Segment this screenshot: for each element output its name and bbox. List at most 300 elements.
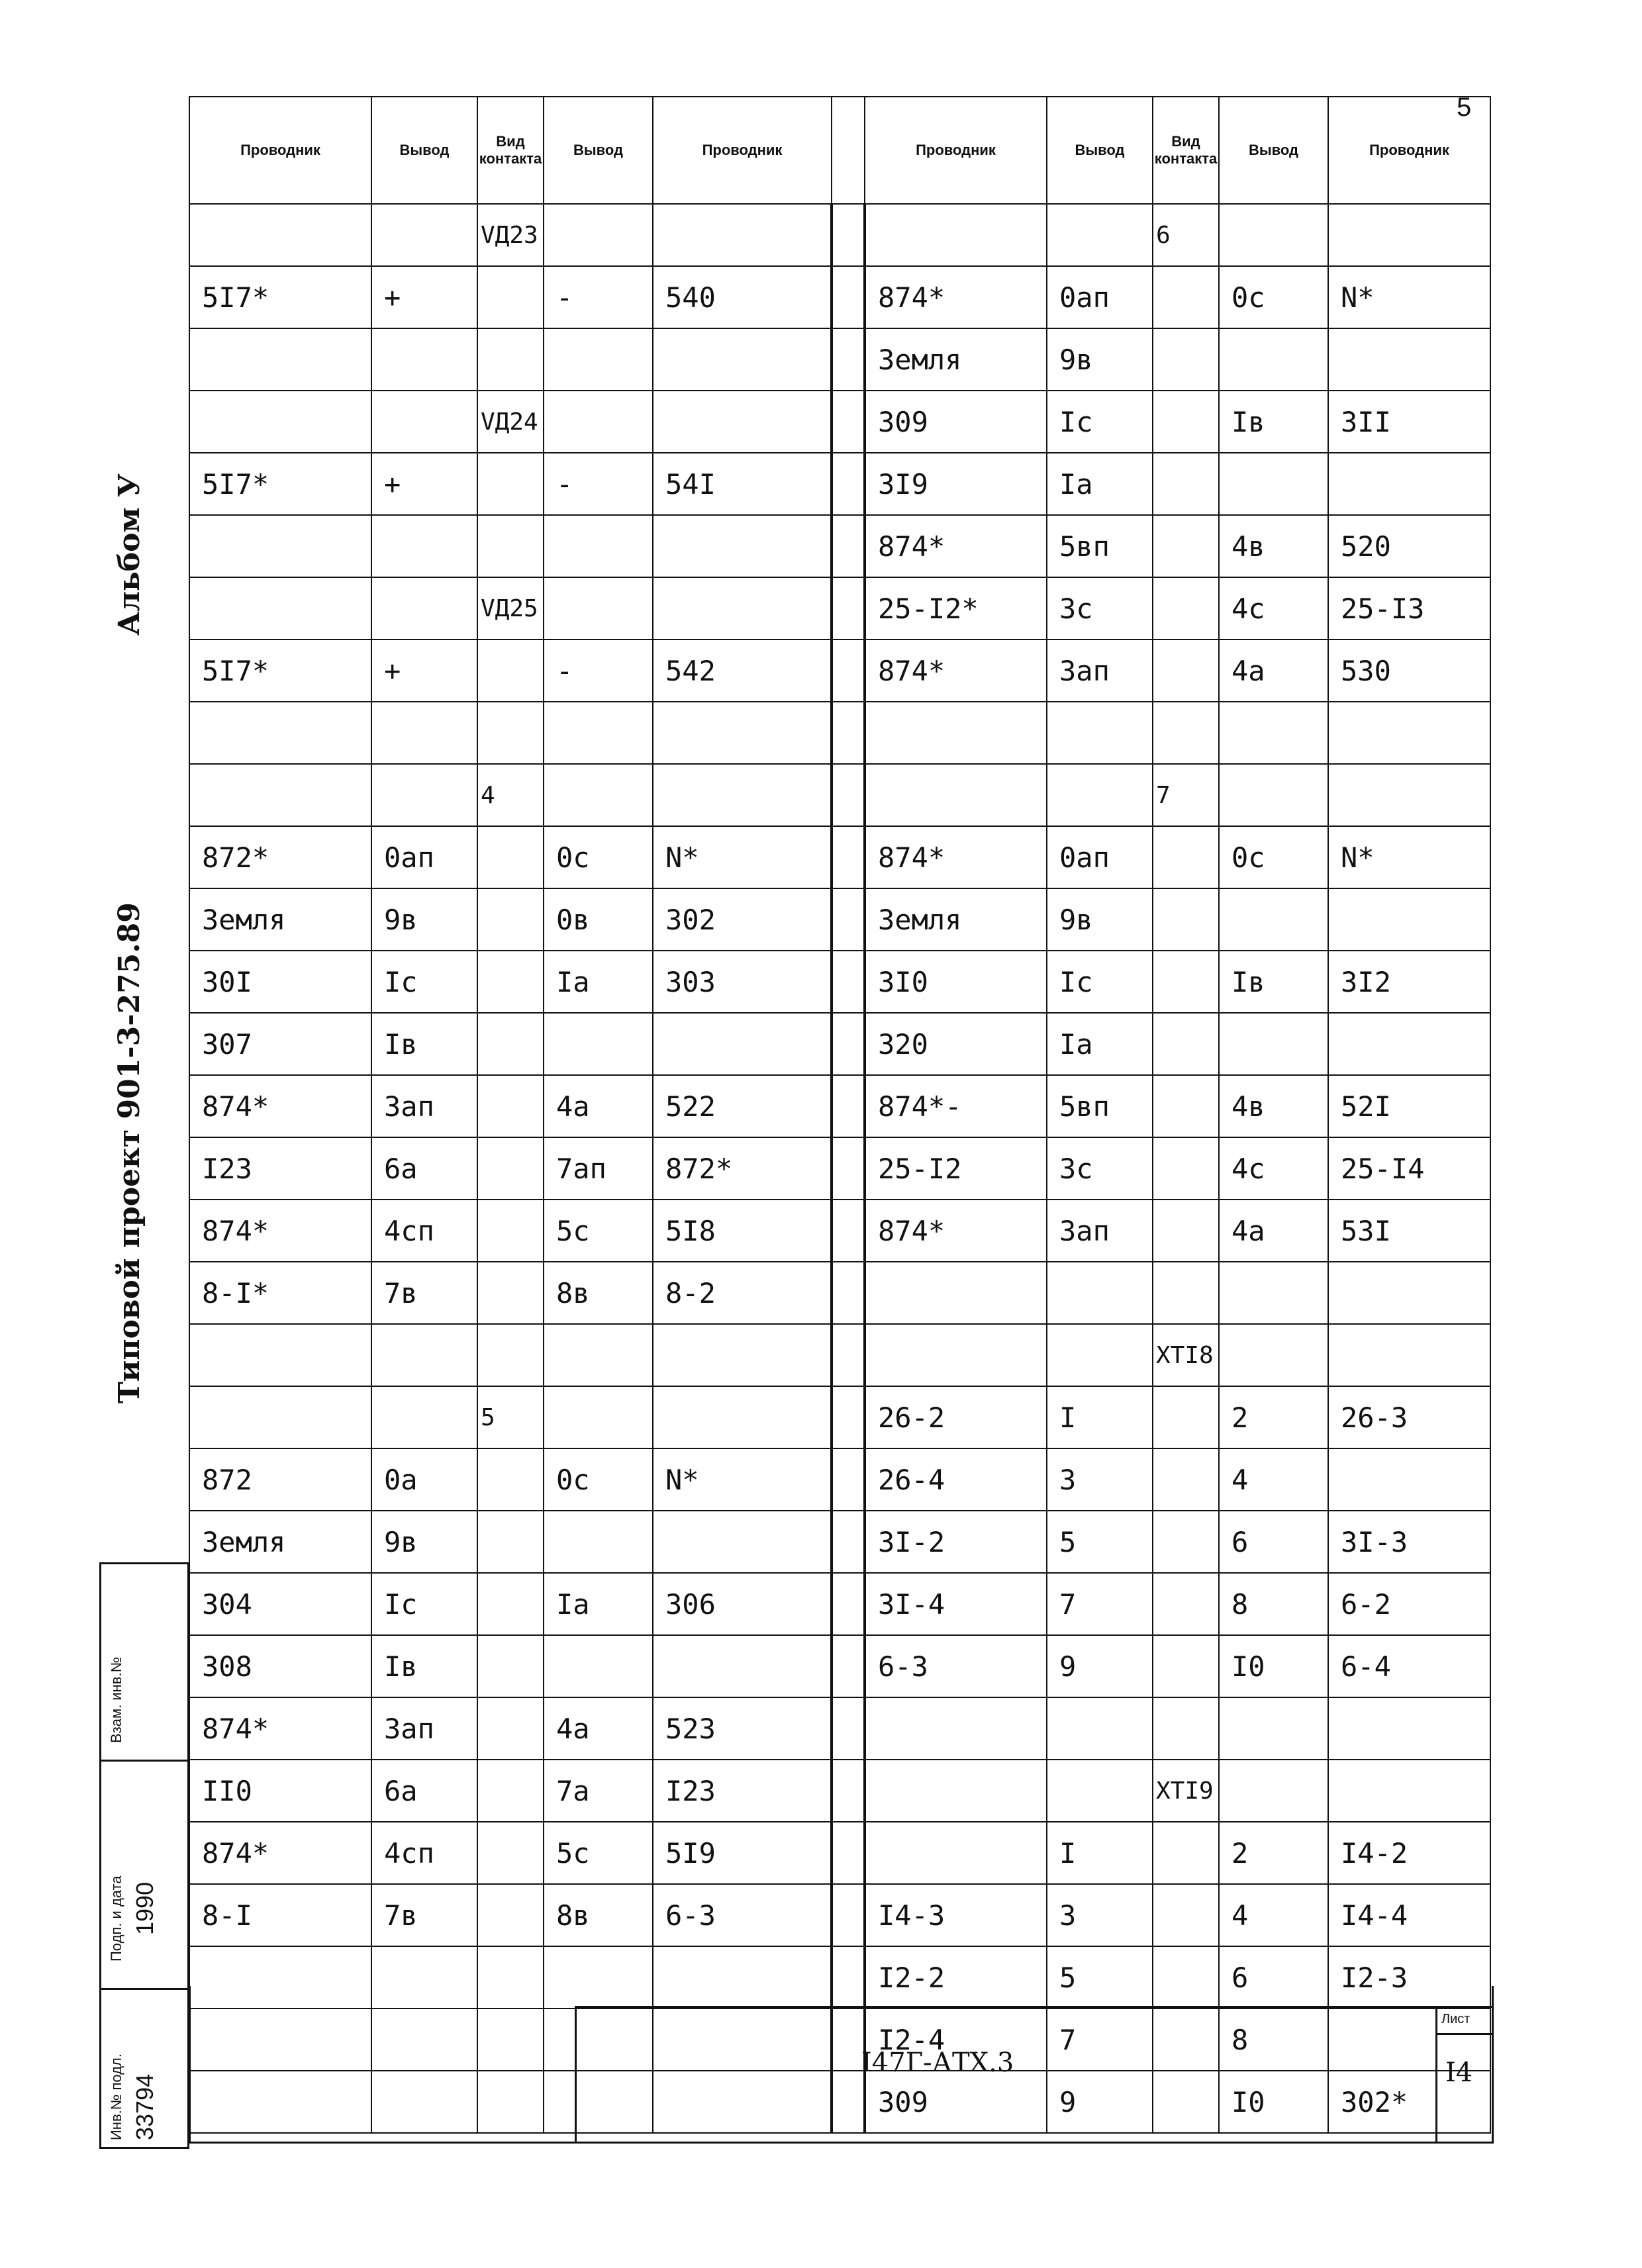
right-cell-3: 4в (1219, 515, 1328, 577)
left-cell-4: 306 (653, 1573, 832, 1635)
right-cell-0: 26-4 (865, 1448, 1047, 1511)
left-cell-3: 5с (544, 1200, 653, 1262)
right-cell-0: 6-3 (865, 1635, 1047, 1697)
header-left-conductor-a: Проводник (189, 97, 371, 204)
left-cell-0: 5I7* (189, 266, 371, 328)
right-cell-0: Земля (865, 888, 1047, 951)
left-cell-4 (653, 328, 832, 391)
column-separator (832, 1137, 865, 1200)
right-cell-3: 4а (1219, 639, 1328, 702)
left-cell-1: Iв (371, 1635, 477, 1697)
right-cell-2 (1153, 1448, 1219, 1511)
right-cell-1 (1047, 204, 1153, 266)
left-cell-3 (544, 328, 653, 391)
right-cell-4 (1328, 1697, 1490, 1760)
right-cell-3: I0 (1219, 1635, 1328, 1697)
column-separator (832, 826, 865, 888)
right-cell-3 (1219, 1697, 1328, 1760)
table-row (189, 1386, 1490, 1448)
right-cell-2 (1153, 515, 1219, 577)
column-separator (832, 1511, 865, 1573)
right-cell-1: Iс (1047, 391, 1153, 453)
left-cell-3: 8в (544, 1884, 653, 1946)
right-cell-3 (1219, 204, 1328, 266)
right-cell-2 (1153, 266, 1219, 328)
column-separator (832, 97, 865, 204)
left-cell-2 (477, 826, 544, 888)
right-cell-3: 0с (1219, 826, 1328, 888)
column-separator (832, 453, 865, 515)
right-cell-2 (1153, 1137, 1219, 1200)
left-cell-3: 5с (544, 1822, 653, 1884)
table-row (189, 1448, 1490, 1511)
column-separator (832, 1324, 865, 1386)
right-cell-3: 4 (1219, 1448, 1328, 1511)
left-cell-1: 0а (371, 1448, 477, 1511)
left-cell-1: 4сп (371, 1200, 477, 1262)
right-cell-0: 874* (865, 515, 1047, 577)
left-cell-2 (477, 1200, 544, 1262)
left-cell-0: II0 (189, 1760, 371, 1822)
right-cell-1: 3 (1047, 1884, 1153, 1946)
left-cell-2 (477, 515, 544, 577)
right-cell-3: 2 (1219, 1386, 1328, 1448)
table-row (189, 204, 1490, 266)
table-row (189, 1511, 1490, 1573)
header-right-contact-type: Вид контакта (1153, 97, 1219, 204)
column-separator (832, 1013, 865, 1075)
left-cell-1 (371, 1324, 477, 1386)
left-cell-1: 7в (371, 1884, 477, 1946)
right-cell-2 (1153, 577, 1219, 639)
column-separator (832, 1386, 865, 1448)
column-separator (832, 515, 865, 577)
left-cell-2 (477, 1448, 544, 1511)
table-row (189, 1262, 1490, 1324)
left-cell-0: 5I7* (189, 453, 371, 515)
column-separator (832, 266, 865, 328)
right-cell-4: 53I (1328, 1200, 1490, 1262)
left-cell-4 (653, 1635, 832, 1697)
right-cell-1: 7 (1047, 1573, 1153, 1635)
right-cell-3: 8 (1219, 1573, 1328, 1635)
right-cell-0 (865, 1760, 1047, 1822)
right-cell-4: N* (1328, 266, 1490, 328)
right-cell-3 (1219, 328, 1328, 391)
right-cell-0 (865, 204, 1047, 266)
right-cell-0 (865, 1697, 1047, 1760)
right-cell-4: N* (1328, 826, 1490, 888)
right-cell-3 (1219, 453, 1328, 515)
right-cell-0: 3I-2 (865, 1511, 1047, 1573)
left-cell-0: Земля (189, 1511, 371, 1573)
right-cell-2: XTI9 (1153, 1760, 1219, 1822)
header-left-terminal-b: Вывод (544, 97, 653, 204)
stamp-col3-label: Взам. инв.№ (108, 1656, 124, 1743)
left-cell-2 (477, 1013, 544, 1075)
left-cell-3: - (544, 266, 653, 328)
right-cell-4 (1328, 204, 1490, 266)
left-cell-1 (371, 1386, 477, 1448)
table-row (189, 577, 1490, 639)
right-cell-4 (1328, 1324, 1490, 1386)
right-cell-4 (1328, 702, 1490, 764)
column-separator (832, 1075, 865, 1137)
left-cell-3: 0с (544, 826, 653, 888)
left-cell-0 (189, 577, 371, 639)
left-cell-3 (544, 1511, 653, 1573)
column-separator (832, 1635, 865, 1697)
left-cell-0 (189, 702, 371, 764)
right-cell-3: I0 (1219, 2071, 1328, 2133)
right-cell-3 (1219, 764, 1328, 826)
left-cell-2: VД24 (477, 391, 544, 453)
right-cell-1 (1047, 702, 1153, 764)
right-cell-0: 874* (865, 1200, 1047, 1262)
right-cell-2 (1153, 1635, 1219, 1697)
right-cell-2 (1153, 1262, 1219, 1324)
right-cell-2 (1153, 702, 1219, 764)
right-cell-4 (1328, 888, 1490, 951)
right-cell-2 (1153, 1075, 1219, 1137)
right-cell-4: 52I (1328, 1075, 1490, 1137)
page-number-mark: 5 (1457, 93, 1472, 122)
right-cell-2 (1153, 639, 1219, 702)
left-cell-2: VД23 (477, 204, 544, 266)
approval-stamp (99, 1562, 189, 2149)
left-cell-0: 874* (189, 1822, 371, 1884)
column-separator (832, 1573, 865, 1635)
left-cell-4 (653, 1511, 832, 1573)
column-separator (832, 391, 865, 453)
left-cell-4 (653, 1386, 832, 1448)
right-cell-2 (1153, 888, 1219, 951)
left-cell-4: 6-3 (653, 1884, 832, 1946)
stamp-col2-label: Подп. и дата (108, 1875, 124, 1961)
right-cell-4: 6-4 (1328, 1635, 1490, 1697)
right-cell-0: 320 (865, 1013, 1047, 1075)
left-cell-4: I23 (653, 1760, 832, 1822)
right-cell-4: 25-I3 (1328, 577, 1490, 639)
right-cell-4: I2-3 (1328, 1946, 1490, 2008)
right-cell-2 (1153, 951, 1219, 1013)
right-cell-2 (1153, 1511, 1219, 1573)
right-cell-1: 9в (1047, 888, 1153, 951)
left-cell-4: 302 (653, 888, 832, 951)
right-cell-0 (865, 702, 1047, 764)
left-cell-4 (653, 702, 832, 764)
right-cell-2 (1153, 391, 1219, 453)
table-row (189, 1760, 1490, 1822)
left-cell-0: 874* (189, 1697, 371, 1760)
right-cell-2 (1153, 328, 1219, 391)
right-cell-2 (1153, 826, 1219, 888)
right-cell-2 (1153, 1884, 1219, 1946)
left-cell-2 (477, 1075, 544, 1137)
right-cell-1: 3с (1047, 1137, 1153, 1200)
right-cell-3: 4с (1219, 1137, 1328, 1200)
column-separator (832, 577, 865, 639)
column-separator (832, 951, 865, 1013)
right-cell-3: 2 (1219, 1822, 1328, 1884)
left-cell-0: 872* (189, 826, 371, 888)
left-cell-0: 30I (189, 951, 371, 1013)
left-cell-1 (371, 577, 477, 639)
album-label: Альбом У (113, 473, 146, 636)
left-cell-3 (544, 1635, 653, 1697)
left-cell-1 (371, 391, 477, 453)
left-cell-4 (653, 391, 832, 453)
right-cell-1: I (1047, 1822, 1153, 1884)
left-cell-3: 4а (544, 1075, 653, 1137)
column-separator (832, 1448, 865, 1511)
left-cell-4: 54I (653, 453, 832, 515)
right-cell-4: 530 (1328, 639, 1490, 702)
left-cell-1 (371, 515, 477, 577)
left-cell-4: 5I8 (653, 1200, 832, 1262)
left-cell-2 (477, 951, 544, 1013)
left-cell-0 (189, 515, 371, 577)
left-cell-2 (477, 328, 544, 391)
left-cell-3 (544, 204, 653, 266)
right-cell-0: 3I0 (865, 951, 1047, 1013)
right-cell-4 (1328, 764, 1490, 826)
column-separator (832, 888, 865, 951)
left-cell-3 (544, 1324, 653, 1386)
right-cell-0: 874*- (865, 1075, 1047, 1137)
right-cell-4 (1328, 328, 1490, 391)
header-left-conductor-b: Проводник (653, 97, 832, 204)
right-cell-3: 4с (1219, 577, 1328, 639)
right-cell-0: Земля (865, 328, 1047, 391)
right-cell-4: I4-2 (1328, 1822, 1490, 1884)
left-cell-3: 7а (544, 1760, 653, 1822)
right-cell-3 (1219, 1013, 1328, 1075)
right-cell-4 (1328, 453, 1490, 515)
right-cell-4: 3I-3 (1328, 1511, 1490, 1573)
table-row (189, 764, 1490, 826)
right-cell-1: Iа (1047, 1013, 1153, 1075)
left-cell-3 (544, 515, 653, 577)
right-cell-3: 6 (1219, 1511, 1328, 1573)
left-cell-2 (477, 1822, 544, 1884)
left-cell-3: 0в (544, 888, 653, 951)
left-cell-0: 8-I (189, 1884, 371, 1946)
left-cell-3 (544, 1386, 653, 1448)
left-cell-2 (477, 888, 544, 951)
left-cell-0: 874* (189, 1075, 371, 1137)
left-cell-1: 6а (371, 1137, 477, 1200)
left-cell-1: 3ап (371, 1697, 477, 1760)
left-cell-3: - (544, 453, 653, 515)
left-cell-3 (544, 764, 653, 826)
right-cell-3: Iв (1219, 391, 1328, 453)
left-cell-1 (371, 204, 477, 266)
left-cell-2 (477, 1635, 544, 1697)
right-cell-3: 4а (1219, 1200, 1328, 1262)
left-cell-2: VД25 (477, 577, 544, 639)
table-row (189, 515, 1490, 577)
right-cell-3: 6 (1219, 1946, 1328, 2008)
right-cell-0: 3I9 (865, 453, 1047, 515)
right-cell-2 (1153, 453, 1219, 515)
left-cell-0: 5I7* (189, 639, 371, 702)
right-cell-0: 25-I2* (865, 577, 1047, 639)
right-cell-4: I4-4 (1328, 1884, 1490, 1946)
left-cell-3: 7ап (544, 1137, 653, 1200)
right-cell-2: 7 (1153, 764, 1219, 826)
right-cell-2: 6 (1153, 204, 1219, 266)
right-cell-1: 3 (1047, 1448, 1153, 1511)
right-cell-1: 0ап (1047, 826, 1153, 888)
left-cell-1: 4сп (371, 1822, 477, 1884)
left-cell-2 (477, 1324, 544, 1386)
header-right-terminal-b: Вывод (1219, 97, 1328, 204)
table-row (189, 1884, 1490, 1946)
left-cell-2 (477, 1760, 544, 1822)
right-cell-3 (1219, 702, 1328, 764)
right-cell-3: 4в (1219, 1075, 1328, 1137)
left-cell-2 (477, 1511, 544, 1573)
left-cell-1: 9в (371, 888, 477, 951)
left-cell-1: + (371, 266, 477, 328)
right-cell-0: 309 (865, 391, 1047, 453)
stamp-col2-value: 1990 (131, 1881, 158, 1935)
right-cell-3: 8 (1219, 2008, 1328, 2071)
project-label: Типовой проект 901-3-275.89 (113, 902, 146, 1403)
title-block (189, 1986, 1494, 2144)
left-cell-3: 8в (544, 1262, 653, 1324)
column-separator (832, 1697, 865, 1760)
right-cell-1: 9в (1047, 328, 1153, 391)
column-separator (832, 639, 865, 702)
right-cell-0: I4-3 (865, 1884, 1047, 1946)
left-cell-4: 872* (653, 1137, 832, 1200)
left-cell-3: 0с (544, 1448, 653, 1511)
right-cell-2 (1153, 1386, 1219, 1448)
left-cell-1 (371, 764, 477, 826)
right-cell-1 (1047, 1324, 1153, 1386)
right-cell-0: I2-4 (865, 2008, 1047, 2071)
header-right-conductor-a: Проводник (865, 97, 1047, 204)
left-cell-4 (653, 1013, 832, 1075)
table-row (189, 639, 1490, 702)
right-cell-0 (865, 1324, 1047, 1386)
right-cell-3 (1219, 1262, 1328, 1324)
table-row (189, 1822, 1490, 1884)
right-cell-2 (1153, 1013, 1219, 1075)
connection-table (189, 96, 1491, 2134)
right-cell-2 (1153, 1822, 1219, 1884)
right-cell-2 (1153, 1200, 1219, 1262)
header-right-terminal-a: Вывод (1047, 97, 1153, 204)
right-cell-3 (1219, 888, 1328, 951)
left-cell-0 (189, 764, 371, 826)
drawing-code: I47Г-АТХ.3 (861, 2048, 1014, 2078)
table-row (189, 1573, 1490, 1635)
sheet-number: I4 (1445, 2057, 1473, 2088)
right-cell-1: 5вп (1047, 515, 1153, 577)
right-cell-3: Iв (1219, 951, 1328, 1013)
left-cell-4: 523 (653, 1697, 832, 1760)
right-cell-1 (1047, 1262, 1153, 1324)
column-separator (832, 1262, 865, 1324)
right-cell-1 (1047, 764, 1153, 826)
right-cell-0: 3I-4 (865, 1573, 1047, 1635)
left-cell-3: Iа (544, 951, 653, 1013)
column-separator (832, 1200, 865, 1262)
sheet-label: Лист (1441, 2012, 1471, 2026)
right-cell-0: 26-2 (865, 1386, 1047, 1448)
left-cell-3: Iа (544, 1573, 653, 1635)
left-cell-0 (189, 1324, 371, 1386)
right-cell-3: 4 (1219, 1884, 1328, 1946)
left-cell-0 (189, 391, 371, 453)
left-cell-0: 872 (189, 1448, 371, 1511)
table-body (189, 204, 1490, 2133)
left-cell-2 (477, 702, 544, 764)
right-cell-4: 25-I4 (1328, 1137, 1490, 1200)
left-cell-0: 308 (189, 1635, 371, 1697)
header-left-terminal-a: Вывод (371, 97, 477, 204)
left-cell-0: 304 (189, 1573, 371, 1635)
left-cell-0: 874* (189, 1200, 371, 1262)
left-cell-1: 3ап (371, 1075, 477, 1137)
right-cell-0: 874* (865, 639, 1047, 702)
right-cell-1: 0ап (1047, 266, 1153, 328)
left-cell-1 (371, 702, 477, 764)
left-cell-3 (544, 1013, 653, 1075)
right-cell-1: 3ап (1047, 1200, 1153, 1262)
left-cell-4 (653, 204, 832, 266)
left-cell-1: + (371, 639, 477, 702)
right-cell-4 (1328, 1760, 1490, 1822)
table-row (189, 453, 1490, 515)
left-cell-1: 9в (371, 1511, 477, 1573)
left-cell-4: N* (653, 1448, 832, 1511)
right-cell-0: 309 (865, 2071, 1047, 2133)
left-cell-0: 307 (189, 1013, 371, 1075)
column-separator (832, 1822, 865, 1884)
left-cell-4 (653, 764, 832, 826)
left-cell-0 (189, 204, 371, 266)
stamp-col1-label: Инв.№ подл. (108, 2054, 124, 2140)
left-cell-3 (544, 577, 653, 639)
right-cell-0 (865, 764, 1047, 826)
right-cell-1 (1047, 1760, 1153, 1822)
header-right-conductor-b: Проводник (1328, 97, 1490, 204)
left-cell-4: 522 (653, 1075, 832, 1137)
table-row (189, 1324, 1490, 1386)
right-cell-4 (1328, 1448, 1490, 1511)
right-cell-4: 26-3 (1328, 1386, 1490, 1448)
column-separator (832, 702, 865, 764)
left-cell-2 (477, 1137, 544, 1200)
right-cell-1: Iа (1047, 453, 1153, 515)
right-cell-1: 9 (1047, 1635, 1153, 1697)
right-cell-4: 3II (1328, 391, 1490, 453)
table-row (189, 702, 1490, 764)
right-cell-0: 874* (865, 266, 1047, 328)
left-cell-2 (477, 266, 544, 328)
left-cell-2: 4 (477, 764, 544, 826)
left-cell-3 (544, 391, 653, 453)
right-cell-1: I (1047, 1386, 1153, 1448)
right-cell-2: XTI8 (1153, 1324, 1219, 1386)
right-cell-0: 25-I2 (865, 1137, 1047, 1200)
left-cell-4 (653, 577, 832, 639)
table-row (189, 328, 1490, 391)
